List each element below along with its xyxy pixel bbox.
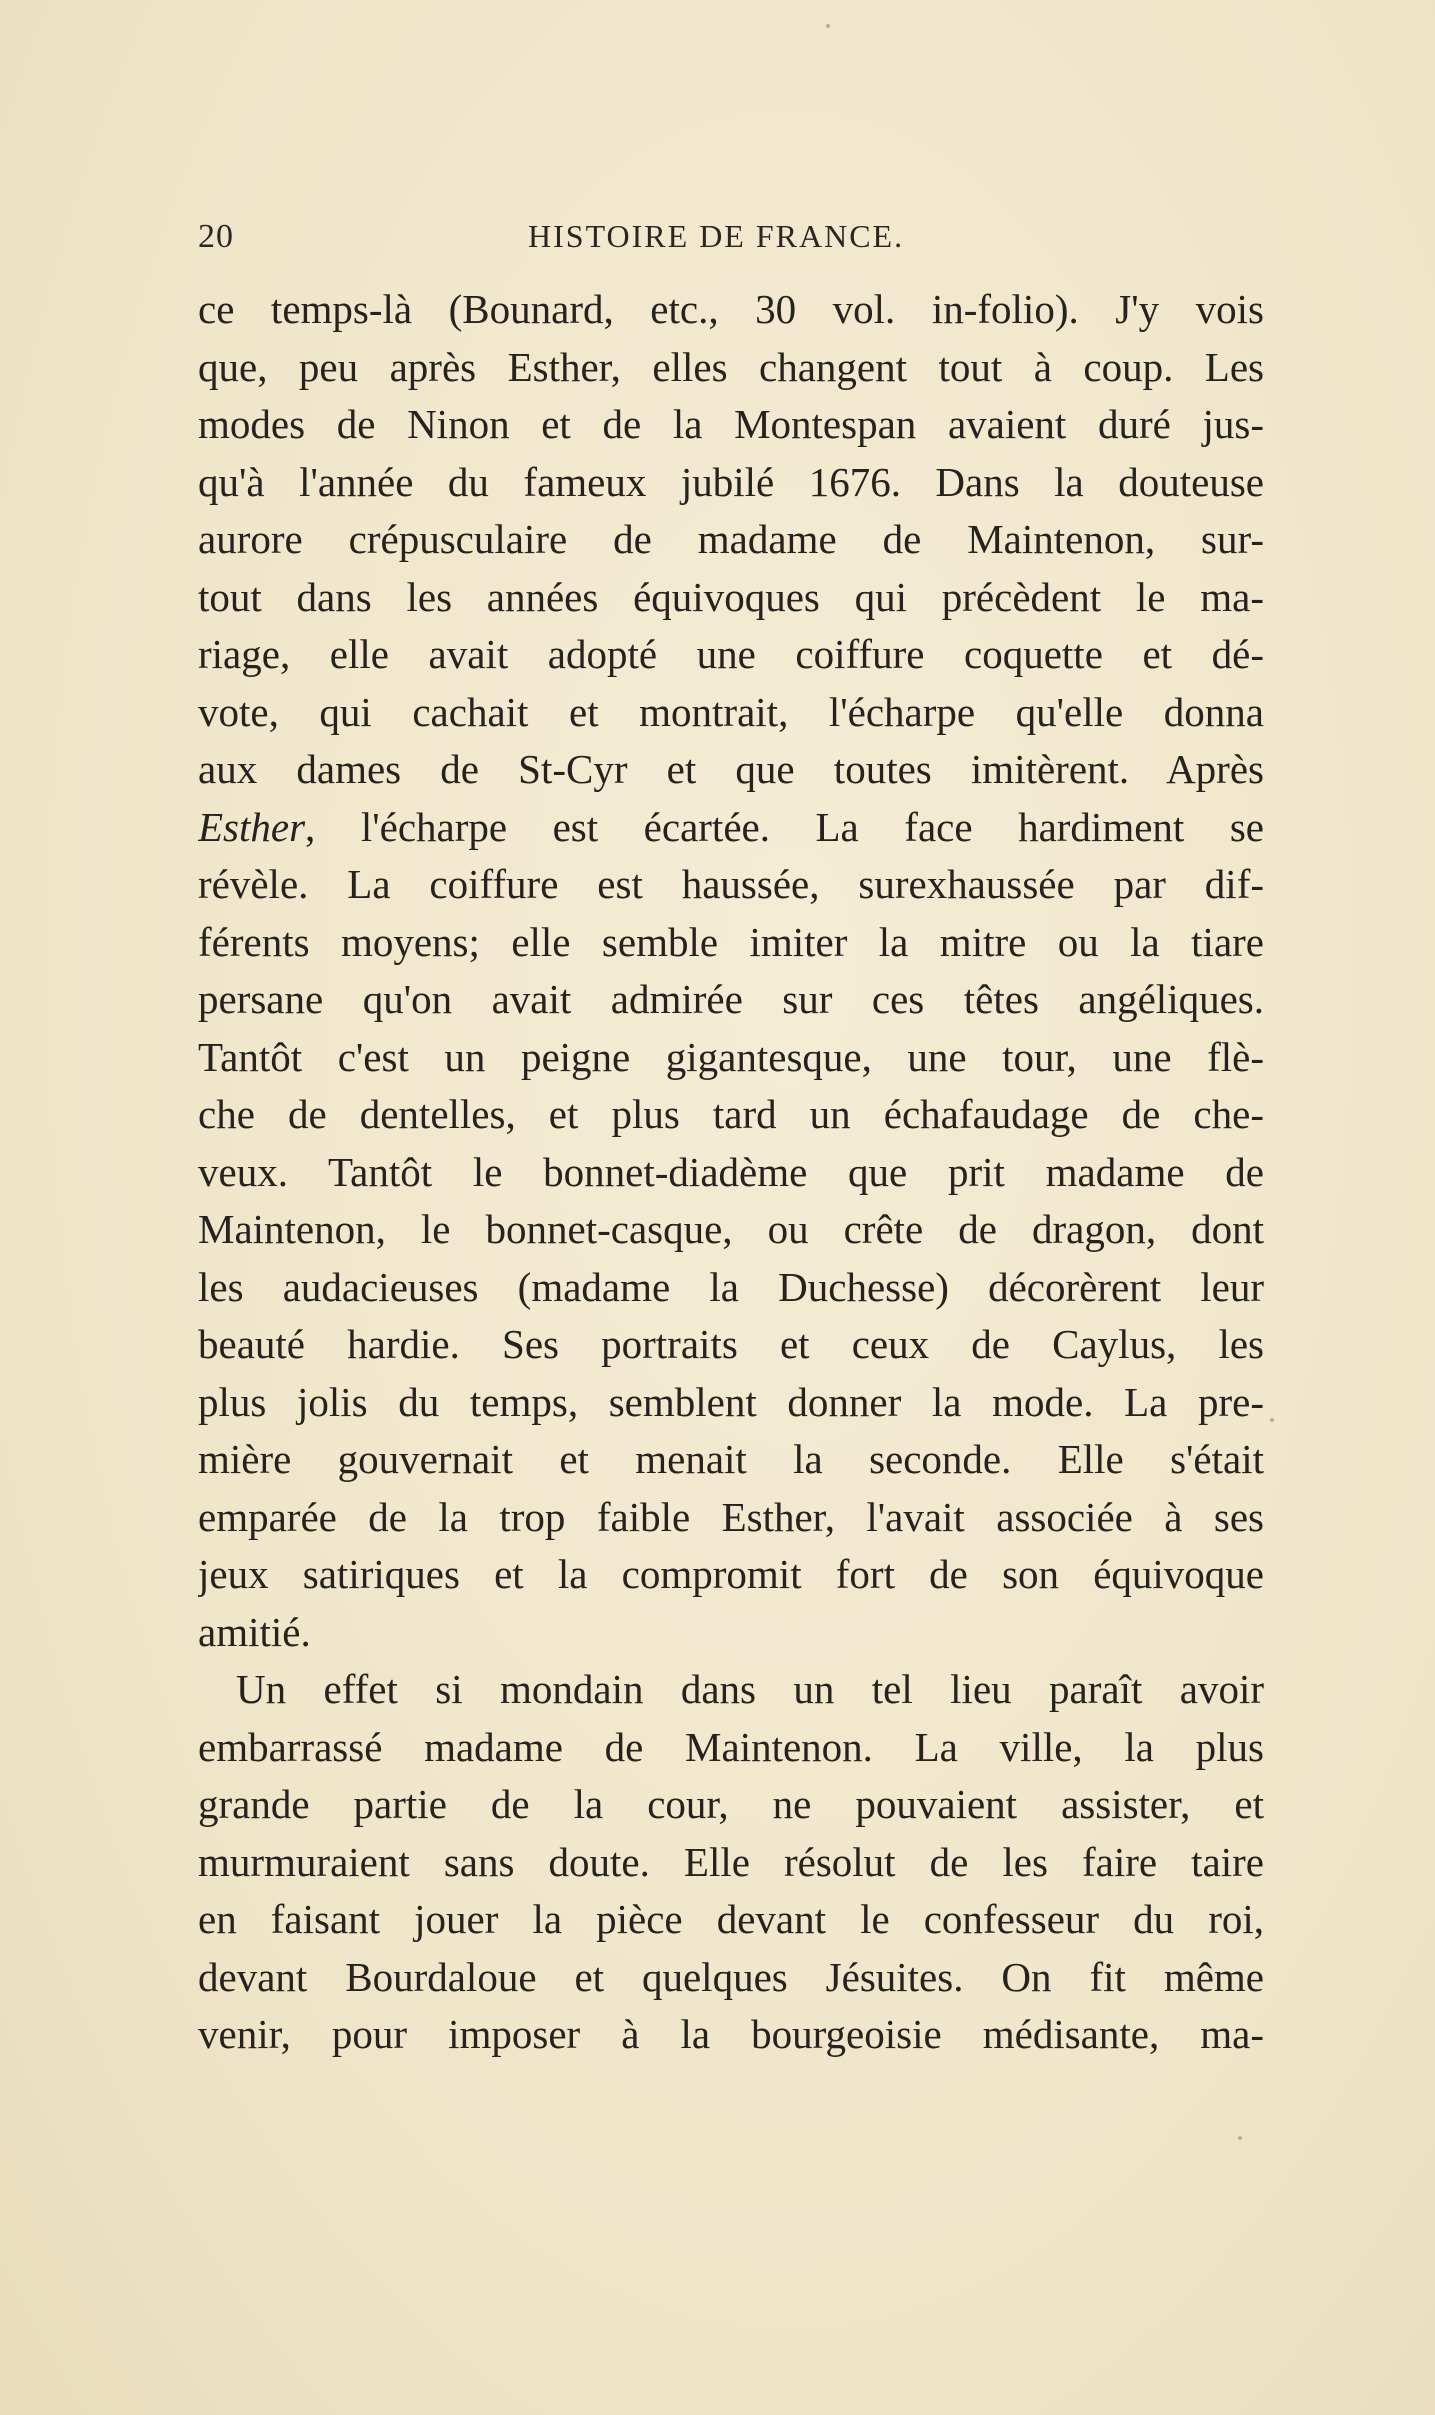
text-line: jeux satiriques et la compromit fort de son équivoque [198,1551,1264,1597]
text-line: Tantôt c'est un peigne gigantesque, une tour, une flè- [198,1033,1264,1080]
text-line: ce temps-là (Bounard, etc., 30 vol. in-folio). J'y vois [198,286,1264,332]
text-line: aurore crépusculaire de madame de Maintenon, sur- [198,516,1264,562]
text-line: plus jolis du temps, semblent donner la mode. La pre- [198,1378,1264,1425]
text-line: beauté hardie. Ses portraits et ceux de Caylus, les [198,1321,1264,1367]
text-line: révèle. La coiffure est haussée, surexhaussée par dif- [198,861,1264,907]
text-line: amitié. [198,1608,311,1655]
text-line: grande partie de la cour, ne pouvaient assister, et [198,1781,1264,1827]
italic-title: Esther [198,803,306,850]
text-line: férents moyens; elle semble imiter la mitre ou la tiare [198,918,1264,965]
text-line: venir, pour imposer à la bourgeoisie médisante, ma- [198,2011,1264,2057]
paper-speck [826,24,830,28]
text-line: que, peu après Esther, elles changent tout à coup. Les [198,343,1264,390]
running-title: HISTOIRE DE FRANCE. [528,218,905,254]
text-line: che de dentelles, et plus tard un échafaudage de che- [198,1091,1264,1137]
text-line: les audacieuses (madame la Duchesse) décorèrent leur [198,1263,1264,1310]
body-text [198,281,1264,2064]
text-line: qu'à l'année du fameux jubilé 1676. Dans la douteuse [198,458,1264,505]
text-line-italic-start: Esther, l'écharpe est écartée. La face hardiment se [198,803,1264,850]
text-line: veux. Tantôt le bonnet-diadème que prit madame de [198,1148,1264,1195]
text-line: Un effet si mondain dans un tel lieu paraît avoir [236,1666,1264,1712]
text-line: modes de Ninon et de la Montespan avaient duré jus- [198,401,1264,447]
page-header [198,218,1264,262]
text-line: devant Bourdaloue et quelques Jésuites. On fit même [198,1953,1264,2000]
paper-speck [1270,1418,1274,1422]
page-number: 20 [198,218,234,255]
paper-speck [1238,2136,1242,2140]
text-line: riage, elle avait adopté une coiffure coquette et dé- [198,631,1264,677]
text-line: Maintenon, le bonnet-casque, ou crête de dragon, dont [198,1206,1264,1252]
text-line: aux dames de St-Cyr et que toutes imitèrent. Après [198,746,1264,792]
text-line: persane qu'on avait admirée sur ces têtes angéliques. [198,976,1264,1022]
text-line: tout dans les années équivoques qui précèdent le ma- [198,573,1264,620]
text-line: murmuraient sans doute. Elle résolut de les faire taire [198,1838,1264,1885]
text-line: emparée de la trop faible Esther, l'avait associée à ses [198,1493,1264,1540]
text-line: en faisant jouer la pièce devant le confesseur du roi, [198,1896,1264,1942]
text-line: mière gouvernait et menait la seconde. Elle s'était [198,1436,1264,1482]
text-line: embarrassé madame de Maintenon. La ville, la plus [198,1723,1264,1770]
text-line: vote, qui cachait et montrait, l'écharpe qu'elle donna [198,688,1264,735]
